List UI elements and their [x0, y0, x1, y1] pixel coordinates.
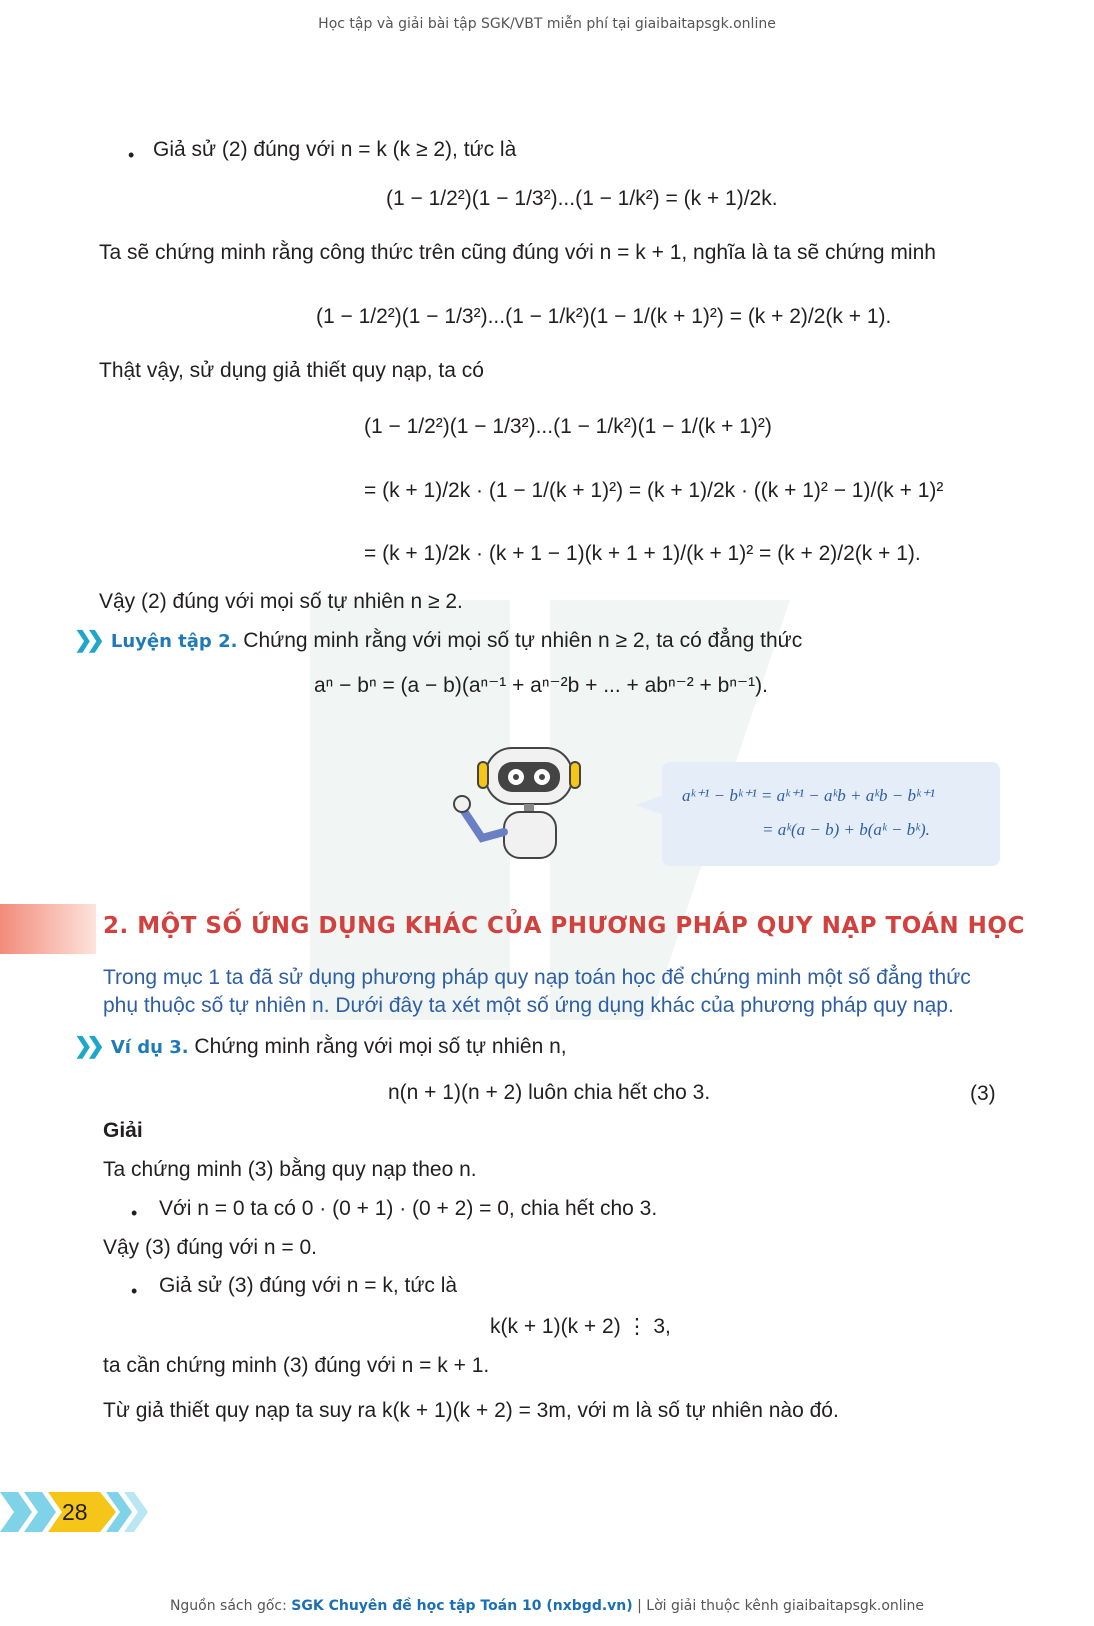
solution-bullet-1: Với n = 0 ta có 0 · (0 + 1) · (0 + 2) = 0, chia hết cho 3.	[159, 1197, 658, 1220]
practice-formula: aⁿ − bⁿ = (a − b)(aⁿ⁻¹ + aⁿ⁻²b + ... + abⁿ⁻² + bⁿ⁻¹).	[314, 674, 768, 697]
bullet-icon: •	[131, 1281, 138, 1301]
section-intro-2: phụ thuộc số tự nhiên n. Dưới đây ta xét một số ứng dụng khác của phương pháp quy nạp.	[103, 994, 954, 1017]
hint-box	[662, 762, 1000, 866]
bullet-icon: •	[128, 145, 135, 165]
solution-line-1: Ta chứng minh (3) bằng quy nạp theo n.	[103, 1158, 477, 1181]
example-formula: n(n + 1)(n + 2) luôn chia hết cho 3.	[388, 1081, 711, 1104]
prove-line: Ta sẽ chứng minh rằng công thức trên cũng đúng với n = k + 1, nghĩa là ta sẽ chứng minh	[99, 241, 936, 264]
formula-3a: (1 − 1/2²)(1 − 1/3²)...(1 − 1/k²)(1 − 1/(k + 1)²)	[364, 415, 772, 438]
footer-source-link[interactable]: SGK Chuyên đề học tập Toán 10 (nxbgd.vn)	[291, 1598, 633, 1614]
page-number: 28	[62, 1499, 88, 1525]
formula-1: (1 − 1/2²)(1 − 1/3²)...(1 − 1/k²) = (k + 1)/2k.	[386, 187, 778, 210]
section-marker	[0, 904, 96, 954]
solution-formula: k(k + 1)(k + 2) ⋮ 3,	[490, 1315, 671, 1338]
footer-prefix: Nguồn sách gốc:	[169, 1598, 292, 1614]
solution-line-2: Vậy (3) đúng với n = 0.	[103, 1236, 317, 1259]
page-footer	[0, 1598, 1094, 1614]
page-header: Học tập và giải bài tập SGK/VBT miễn phí tại giaibaitapsgk.online	[318, 16, 776, 32]
section-intro-1: Trong mục 1 ta đã sử dụng phương pháp quy nạp toán học để chứng minh một số đẳng thức	[103, 966, 971, 989]
bullet-icon: •	[131, 1203, 138, 1223]
solution-bullet-2: Giả sử (3) đúng với n = k, tức là	[159, 1274, 458, 1297]
robot-icon	[452, 742, 592, 862]
example-label: Ví dụ 3.	[110, 1037, 189, 1058]
solution-line-3: ta cần chứng minh (3) đúng với n = k + 1.	[103, 1354, 490, 1377]
footer-suffix: | Lời giải thuộc kênh giaibaitapsgk.online	[632, 1598, 925, 1614]
chevron-right-icon: ❯❯	[74, 627, 99, 652]
indeed-line: Thật vậy, sử dụng giả thiết quy nạp, ta có	[99, 359, 484, 382]
formula-2: (1 − 1/2²)(1 − 1/3²)...(1 − 1/k²)(1 − 1/(k + 1)²) = (k + 2)/2(k + 1).	[316, 305, 892, 328]
practice-label: Luyện tập 2.	[110, 631, 238, 652]
chevron-right-icon: ❯❯	[74, 1033, 99, 1058]
solution-heading: Giải	[103, 1119, 143, 1142]
formula-3c: = (k + 1)/2k · (k + 1 − 1)(k + 1 + 1)/(k + 1)² = (k + 2)/2(k + 1).	[364, 542, 921, 565]
assume-line: Giả sử (2) đúng với n = k (k ≥ 2), tức là	[153, 138, 517, 161]
hint-line-1: aᵏ⁺¹ − bᵏ⁺¹ = aᵏ⁺¹ − aᵏb + aᵏb − bᵏ⁺¹	[682, 786, 935, 805]
section-title: 2. MỘT SỐ ỨNG DỤNG KHÁC CỦA PHƯƠNG PHÁP QUY NẠP TOÁN HỌC	[103, 913, 1025, 939]
solution-line-4: Từ giả thiết quy nạp ta suy ra k(k + 1)(k + 2) = 3m, với m là số tự nhiên nào đó.	[103, 1399, 839, 1422]
example-number: (3)	[970, 1082, 996, 1105]
formula-3b: = (k + 1)/2k · (1 − 1/(k + 1)²) = (k + 1)/2k · ((k + 1)² − 1)/(k + 1)²	[364, 479, 944, 502]
hint-line-2: = aᵏ(a − b) + b(aᵏ − bᵏ).	[762, 820, 930, 839]
example-text: Chứng minh rằng với mọi số tự nhiên n,	[188, 1035, 567, 1058]
practice-text: Chứng minh rằng với mọi số tự nhiên n ≥ 2, ta có đẳng thức	[237, 629, 803, 652]
conclude-line: Vậy (2) đúng với mọi số tự nhiên n ≥ 2.	[99, 590, 463, 613]
practice-heading	[74, 627, 802, 655]
example-heading	[74, 1033, 567, 1061]
speech-pointer	[636, 790, 666, 820]
